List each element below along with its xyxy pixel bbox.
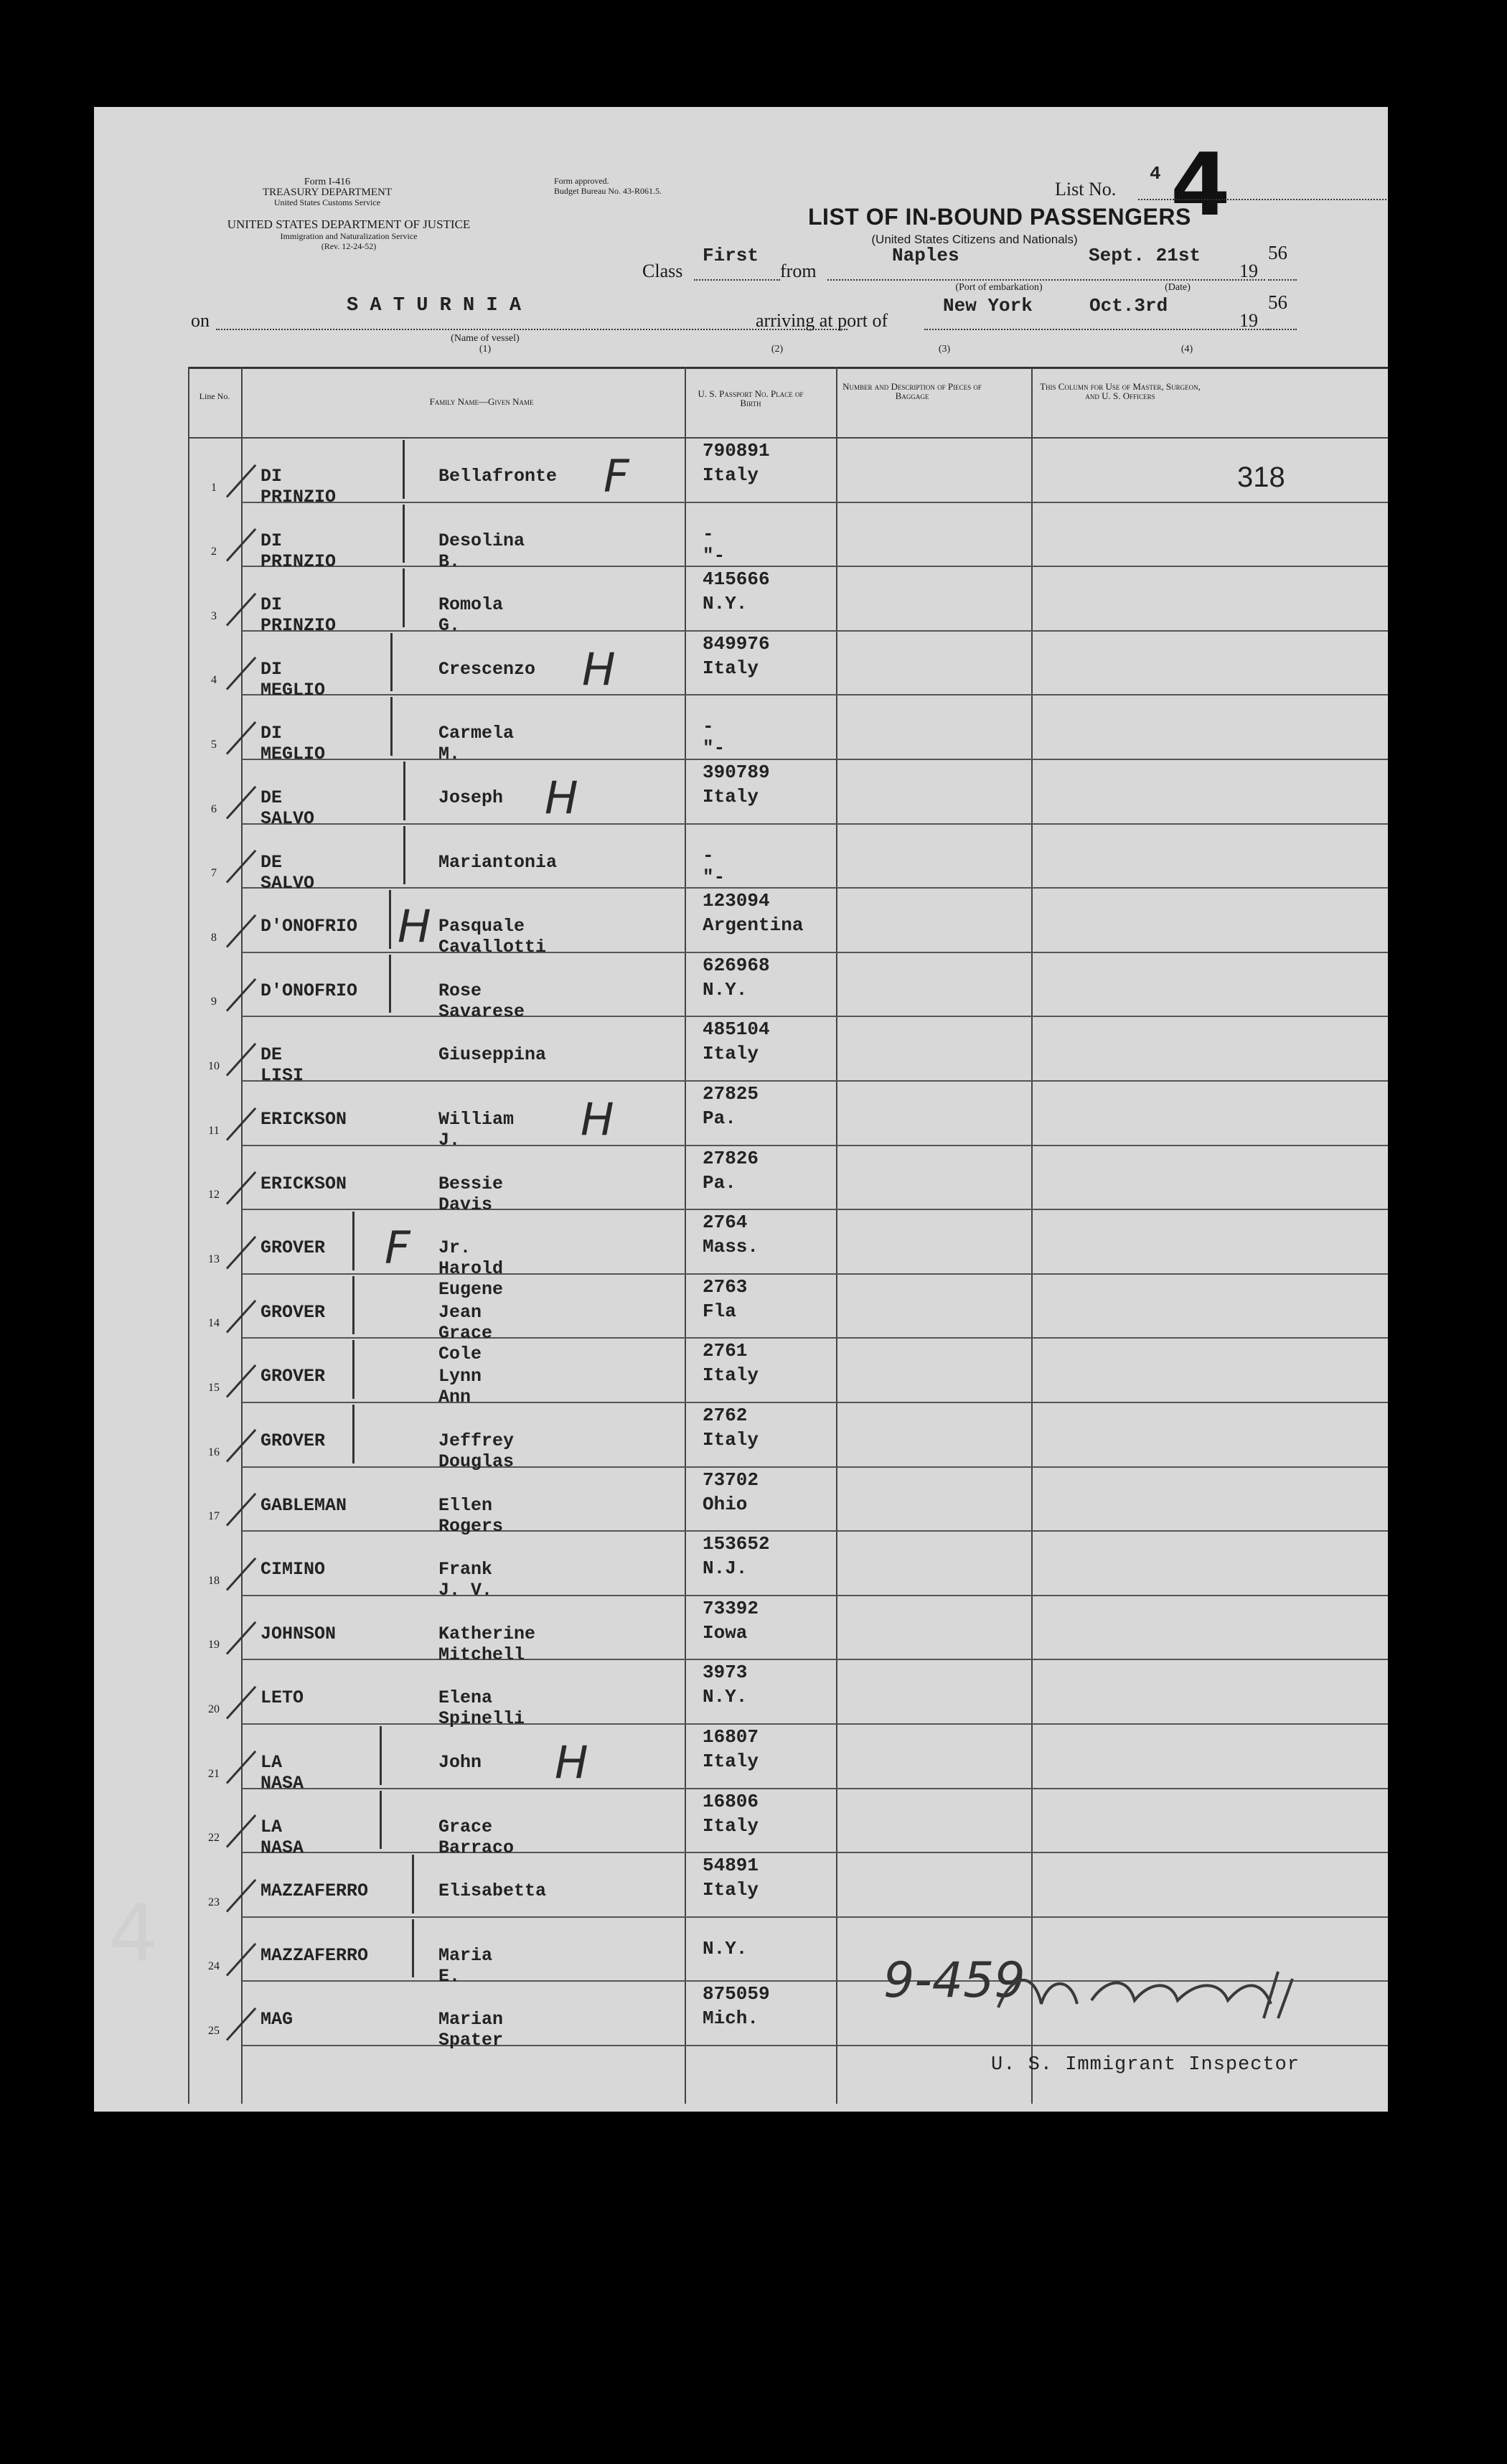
- given-name: Frank J. V.: [438, 1559, 493, 1601]
- passport-number: 153652: [703, 1533, 770, 1555]
- place-of-birth: N.Y.: [703, 593, 748, 615]
- family-name: GROVER: [260, 1237, 326, 1259]
- page-title: LIST OF IN-BOUND PASSENGERS: [808, 204, 1191, 230]
- row-divider: [243, 1016, 1388, 1017]
- family-name: LA NASA: [260, 1752, 304, 1794]
- passport-number: 2763: [703, 1275, 748, 1298]
- line-number: 10: [208, 1060, 220, 1072]
- family-name: ERICKSON: [260, 1173, 347, 1194]
- family-name: DI PRINZIO: [260, 466, 337, 507]
- list-no-handwritten: 4: [1170, 136, 1231, 235]
- row-divider: [243, 759, 1388, 760]
- place-of-birth: Italy: [703, 786, 759, 807]
- line-number: 17: [208, 1510, 220, 1523]
- form-revision: (Rev. 12-24-52): [321, 241, 377, 251]
- given-name: Elena Spinelli: [438, 1687, 525, 1730]
- passport-number: 485104: [703, 1018, 770, 1041]
- col-header-line-no: Line No.: [199, 391, 230, 401]
- name-separator: [352, 1405, 355, 1463]
- passport-number: 27826: [703, 1147, 759, 1169]
- col-divider-name: [685, 367, 686, 2104]
- name-separator: [403, 568, 405, 627]
- line-number: 13: [208, 1252, 220, 1265]
- passport-number: 2764: [703, 1212, 748, 1234]
- place-of-birth: Mich.: [703, 2008, 759, 2030]
- from-value: Naples: [892, 245, 959, 266]
- line-number: 11: [208, 1124, 220, 1137]
- family-name: DI PRINZIO: [260, 530, 337, 572]
- row-divider: [243, 823, 1388, 825]
- family-name: GROVER: [260, 1366, 326, 1387]
- place-of-birth: Italy: [703, 1429, 759, 1451]
- handwritten-mark: H: [582, 642, 616, 695]
- line-number: 1: [211, 481, 217, 494]
- handwritten-mark: F: [604, 450, 629, 502]
- place-of-birth: Fla: [703, 1300, 736, 1322]
- family-name: DE LISI: [260, 1044, 304, 1087]
- given-name: John: [438, 1752, 482, 1773]
- name-separator: [412, 1919, 414, 1978]
- family-name: CIMINO: [260, 1559, 326, 1580]
- place-of-birth: -"-: [703, 523, 726, 566]
- col-divider-baggage: [1031, 367, 1033, 2104]
- family-name: MAZZAFERRO: [260, 1944, 369, 1966]
- col-header-passport: U. S. Passport No. Place of Birth: [698, 388, 804, 408]
- line-number: 6: [211, 802, 217, 815]
- family-name: DI PRINZIO: [260, 594, 337, 637]
- family-name: D'ONOFRIO: [260, 980, 358, 1001]
- row-divider: [243, 1595, 1388, 1596]
- col-header-name: Family Name—Given Name: [429, 396, 534, 407]
- col4-number: (4): [1180, 344, 1193, 355]
- line-number: 15: [208, 1382, 220, 1394]
- form-approved: Form approved.: [554, 176, 609, 186]
- line-number: 12: [208, 1189, 220, 1201]
- given-name: Jr. Harold Eugene: [438, 1237, 504, 1301]
- given-name: William J.: [438, 1109, 515, 1151]
- list-no-label: List No.: [1055, 179, 1117, 200]
- place-of-birth: Pa.: [703, 1107, 736, 1129]
- row-divider: [243, 1852, 1388, 1853]
- row-divider: [243, 1916, 1388, 1918]
- line-number: 2: [211, 545, 217, 558]
- family-name: JOHNSON: [260, 1623, 337, 1644]
- table-left-border: [188, 367, 189, 2104]
- given-name: Jeffrey Douglas: [438, 1430, 515, 1472]
- given-name: Crescenzo: [438, 658, 536, 680]
- year-prefix-1: 19: [1239, 261, 1258, 281]
- row-divider: [243, 1337, 1388, 1339]
- handwritten-mark: H: [398, 900, 431, 953]
- given-name: Joseph: [438, 787, 504, 808]
- passport-number: 73392: [703, 1597, 759, 1619]
- place-of-birth: Argentina: [703, 914, 804, 937]
- place-of-birth: Mass.: [703, 1236, 759, 1258]
- row-divider: [243, 502, 1388, 503]
- year-prefix-2: 19: [1239, 310, 1258, 331]
- line-number: 20: [208, 1703, 220, 1715]
- customs-service: United States Customs Service: [273, 197, 381, 207]
- on-label: on: [191, 310, 210, 331]
- passport-number: 54891: [703, 1855, 759, 1877]
- line-number: 18: [208, 1574, 220, 1587]
- passport-number: 73702: [703, 1468, 759, 1491]
- name-separator: [380, 1791, 382, 1850]
- name-separator: [380, 1726, 382, 1785]
- col3-number: (3): [938, 344, 951, 355]
- family-name: DE SALVO: [260, 787, 315, 829]
- form-number: Form I-416: [304, 177, 351, 187]
- name-separator: [403, 440, 405, 499]
- given-name: Grace Barraco: [438, 1816, 515, 1858]
- given-name: Bessie Davis: [438, 1173, 504, 1215]
- name-separator: [390, 697, 393, 756]
- col-divider-passport: [836, 367, 837, 2104]
- row-divider: [243, 694, 1388, 695]
- line-number: 23: [208, 1896, 220, 1908]
- handwritten-mark: F: [385, 1222, 410, 1275]
- passport-number: 849976: [703, 632, 770, 655]
- passport-number: 790891: [703, 440, 770, 462]
- row-divider: [243, 1530, 1388, 1532]
- place-of-birth: Italy: [703, 1364, 759, 1387]
- name-separator: [403, 505, 405, 563]
- family-name: DI MEGLIO: [260, 723, 326, 765]
- given-name: Pasquale Cavallotti: [438, 916, 547, 958]
- inspector-handwritten-note: 9-459: [883, 1952, 1025, 2009]
- place-of-birth: Italy: [703, 1814, 759, 1837]
- row-divider: [243, 630, 1388, 632]
- place-of-birth: Italy: [703, 1043, 759, 1065]
- family-name: GABLEMAN: [260, 1494, 347, 1516]
- list-no-typed: 4: [1150, 163, 1161, 184]
- departure-date: Sept. 21st: [1089, 245, 1201, 266]
- family-name: ERICKSON: [260, 1109, 347, 1130]
- given-name: Mariantonia: [438, 851, 558, 873]
- passport-number: 16807: [703, 1726, 759, 1748]
- class-value: First: [703, 245, 759, 266]
- row-divider: [243, 1145, 1388, 1146]
- row-divider: [243, 1209, 1388, 1210]
- given-name: Carmela M.: [438, 723, 515, 765]
- row-divider: [243, 1723, 1388, 1725]
- name-separator: [389, 890, 391, 949]
- given-name: Jean Grace Cole: [438, 1301, 493, 1364]
- arrival-date: Oct.3rd: [1089, 295, 1168, 317]
- passport-number: 2762: [703, 1405, 748, 1426]
- line-number: 25: [208, 2025, 220, 2037]
- justice-dept: UNITED STATES DEPARTMENT OF JUSTICE: [227, 217, 471, 231]
- passport-number: 123094: [703, 890, 770, 912]
- vessel-caption: (Name of vessel): [451, 333, 520, 344]
- line-number: 22: [208, 1832, 220, 1845]
- place-of-birth: Ohio: [703, 1493, 748, 1515]
- line-number: 4: [211, 674, 217, 687]
- place-of-birth: N.Y.: [703, 1686, 748, 1708]
- passport-number: 415666: [703, 568, 770, 591]
- line-number: 9: [211, 996, 217, 1008]
- margin-number: 4: [108, 1888, 159, 1980]
- inspector-signature-icon: [991, 1964, 1350, 2022]
- passport-number: 27825: [703, 1083, 759, 1105]
- family-name: GROVER: [260, 1301, 326, 1323]
- vessel-name: S A T U R N I A: [347, 295, 522, 317]
- name-separator: [390, 633, 393, 692]
- passport-number: 875059: [703, 1983, 770, 2005]
- passport-number: 2761: [703, 1340, 748, 1362]
- family-name: D'ONOFRIO: [260, 916, 358, 937]
- handwritten-mark: H: [555, 1736, 588, 1789]
- given-name: Rose Savarese: [438, 980, 525, 1022]
- table-header-border: [188, 437, 1388, 439]
- row-divider: [243, 566, 1388, 567]
- row-divider: [243, 1273, 1388, 1275]
- name-separator: [403, 762, 405, 820]
- passenger-manifest-document: [94, 107, 1388, 2112]
- place-of-birth: Italy: [703, 657, 759, 679]
- port-embarkation-caption: (Port of embarkation): [955, 282, 1043, 293]
- from-label: from: [780, 261, 817, 281]
- name-separator: [352, 1276, 355, 1335]
- given-name: Giuseppina: [438, 1044, 547, 1066]
- family-name: MAG: [260, 2009, 294, 2030]
- given-name: Bellafronte: [438, 466, 558, 487]
- place-of-birth: Italy: [703, 1751, 759, 1772]
- row-divider: [243, 2045, 1388, 2046]
- line-number: 5: [211, 739, 217, 751]
- line-number: 19: [208, 1639, 220, 1652]
- place-of-birth: -"-: [703, 844, 726, 888]
- given-name: Desolina B.: [438, 530, 525, 572]
- row-divider: [243, 1402, 1388, 1403]
- family-name: LA NASA: [260, 1816, 304, 1858]
- given-name: Katherine Mitchell: [438, 1623, 536, 1665]
- family-name: LETO: [260, 1687, 304, 1709]
- given-name: Marian Spater: [438, 2009, 504, 2051]
- name-separator: [403, 826, 405, 885]
- passport-number: 3973: [703, 1662, 748, 1684]
- handwritten-mark: H: [545, 772, 578, 824]
- row-divider: [243, 1080, 1388, 1082]
- place-of-birth: -"-: [703, 716, 726, 759]
- table-top-border: [188, 367, 1388, 369]
- row-divider: [243, 887, 1388, 889]
- date-caption: (Date): [1165, 282, 1191, 293]
- col2-number: (2): [771, 344, 784, 355]
- place-of-birth: N.J.: [703, 1557, 748, 1580]
- place-of-birth: Iowa: [703, 1621, 748, 1644]
- passport-number: 626968: [703, 954, 770, 976]
- arriving-label: arriving at port of: [756, 310, 888, 331]
- line-number: 24: [208, 1960, 220, 1973]
- row-divider: [243, 1466, 1388, 1468]
- family-name: MAZZAFERRO: [260, 1880, 369, 1902]
- family-name: DI MEGLIO: [260, 658, 326, 701]
- given-name: Maria E.: [438, 1944, 493, 1987]
- line-number: 21: [208, 1767, 220, 1780]
- given-name: Lynn Ann: [438, 1366, 482, 1408]
- given-name: Romola G.: [438, 594, 504, 637]
- inspector-label: U. S. Immigrant Inspector: [991, 2054, 1300, 2076]
- place-of-birth: N.Y.: [703, 1937, 748, 1959]
- line-number: 7: [211, 867, 217, 880]
- passport-number: 390789: [703, 762, 770, 783]
- page-subtitle: (United States Citizens and Nationals): [871, 233, 1078, 246]
- vessel-col-number: (1): [479, 344, 492, 355]
- name-separator: [352, 1340, 355, 1399]
- name-separator: [352, 1212, 355, 1270]
- place-of-birth: Pa.: [703, 1171, 736, 1194]
- year-2: 56: [1268, 291, 1287, 313]
- passport-number: 16806: [703, 1790, 759, 1812]
- col-header-officers: This Column for Use of Master, Surgeon, and U. S. Officers: [1040, 381, 1201, 401]
- handwritten-mark: H: [581, 1093, 614, 1146]
- given-name: Ellen Rogers: [438, 1494, 504, 1537]
- place-of-birth: N.Y.: [703, 978, 748, 1001]
- col-divider-lineno: [241, 367, 243, 2104]
- line-number: 3: [211, 609, 217, 622]
- line-number: 14: [208, 1317, 220, 1330]
- ins-service: Immigration and Naturalization Service: [280, 231, 418, 241]
- line-number: 8: [211, 931, 217, 944]
- place-of-birth: Italy: [703, 464, 759, 486]
- col-header-baggage: Number and Description of Pieces of Baggage: [842, 381, 982, 401]
- place-of-birth: Italy: [703, 1879, 759, 1901]
- year-1: 56: [1268, 242, 1287, 263]
- row-divider: [243, 1659, 1388, 1660]
- line-number: 16: [208, 1446, 220, 1458]
- row-divider: [243, 1788, 1388, 1789]
- given-name: Elisabetta: [438, 1880, 547, 1902]
- budget-bureau: Budget Bureau No. 43-R061.5.: [554, 186, 662, 196]
- family-name: DE SALVO: [260, 851, 315, 894]
- treasury-dept: TREASURY DEPARTMENT: [262, 187, 393, 198]
- class-label: Class: [642, 261, 683, 281]
- arrival-port: New York: [943, 295, 1033, 317]
- family-name: GROVER: [260, 1430, 326, 1451]
- officer-note-row1: 318: [1237, 462, 1285, 493]
- name-separator: [389, 955, 391, 1013]
- name-separator: [412, 1855, 414, 1913]
